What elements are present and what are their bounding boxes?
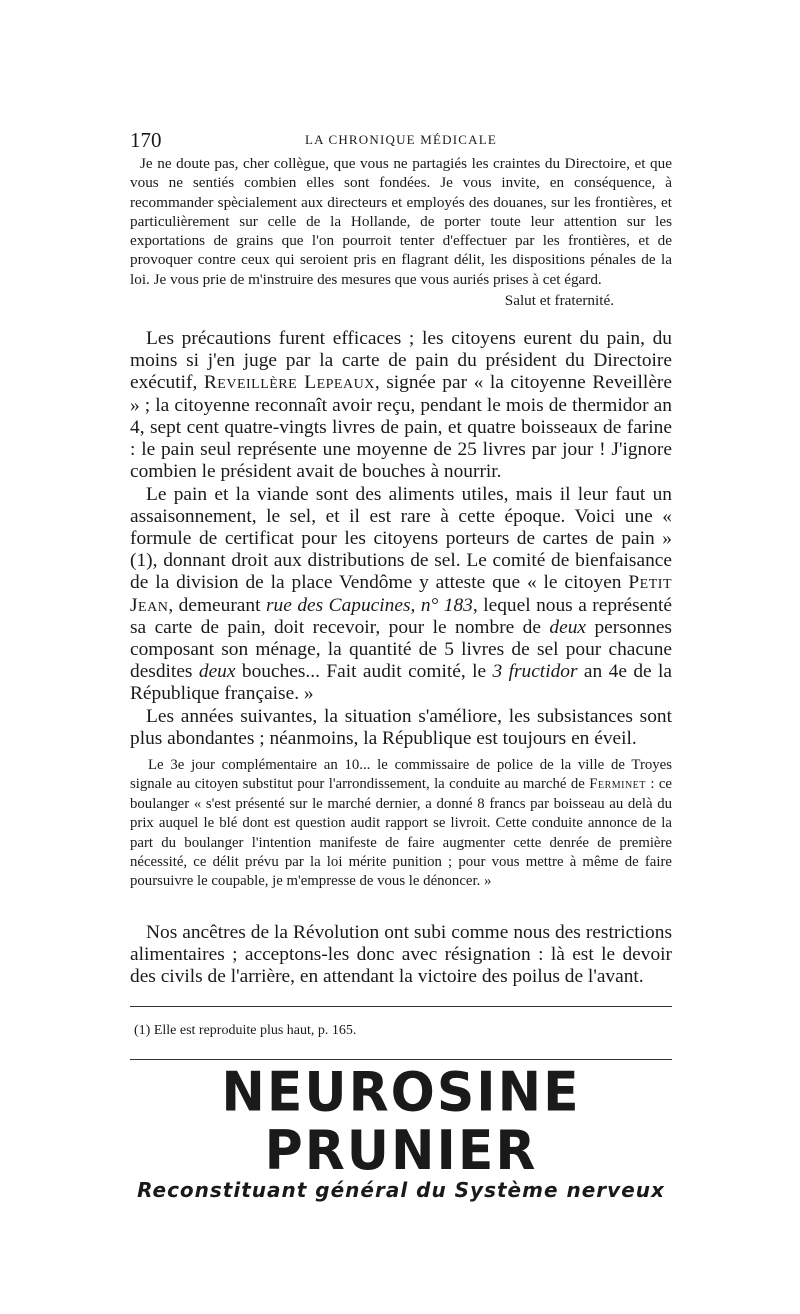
paragraph-following-years: Les années suivantes, la situation s'améliore, les subsistances sont plus abondantes ; néanmoins, la République est toujours en éveil.: [130, 705, 672, 749]
letter-text: Je ne doute pas, cher collègue, que vous ne partagiés les craintes du Directoire, et que vous ne sentiés combien elles sont fondées. Je vous invite, en conséquence, à recommander spècialement aux directeurs et employés des douanes, sur les frontières, et particulièrement sur celle de la Hollande, de porter toute leur attention sur les exportations de grains que l'on pourroit tenter d'effectuer par les frontières, et de provoquer contre ceux qui seroient pris en flagrant délit, les dispositions pénales de la loi. Je vous prie de m'instruire des mesures que vous auriés prises à cet égard.: [130, 155, 672, 288]
document-page: [130, 128, 672, 1202]
advert-subtitle: Reconstituant général du Système nerveux: [137, 1178, 665, 1203]
footnote-rule: [130, 1006, 672, 1007]
advert-title: NEUROSINE PRUNIER: [221, 1061, 581, 1184]
running-title: LA CHRONIQUE MÉDICALE: [304, 132, 498, 147]
letter-signoff: Salut et fraternité.: [504, 292, 614, 310]
paragraph-salt-certificate: Le pain et la viande sont des aliments utiles, mais il leur faut un assaisonnement, le sel, et il est rare à cette époque. Voici une « formule de certificat pour les citoyens porteurs de cartes de pain » (1), donnant droit aux distributions de sel. Le comité de bienfaisance de la division de la place Vendôme y atteste que « le citoyen Petit Jean, demeurant rue des Capucines, n° 183, lequel nous a représenté sa carte de pain, doit recevoir, pour le nombre de deux personnes composant son ménage, la quantité de 5 livres de sel pour chacune desdites deux bouches... Fait audit comité, le 3 fructidor an 4e de la République française. »: [130, 483, 673, 705]
person-name: Reveillère Lepeaux: [203, 372, 375, 394]
person-name: Ferminet: [589, 776, 646, 793]
paragraph-conclusion: Nos ancêtres de la Révolution ont subi comme nous des restrictions alimentaires ; acceptons-les donc avec résignation : là est le devoir des civils de l'arrière, en attendant la victoire des poilus de l'avant.: [130, 921, 672, 988]
paragraph-bread-card: Les précautions furent efficaces ; les citoyens eurent du pain, du moins si j'en juge par la carte de pain du président du Directoire exécutif, Reveillère Lepeaux, signée par « la citoyenne Reveillère » ; la citoyenne reconnaît avoir reçu, pendant le mois de thermidor an 4, sept cent quatre-vingts livres de pain, et quatre boisseaux de farine : le pain seul représente une moyenne de 25 livres par jour ! J'ignore combien le président avait de bouches à nourrir.: [130, 328, 672, 483]
running-head: [130, 128, 672, 154]
page-number: 170: [130, 128, 162, 152]
quoted-report: Le 3e jour complémentaire an 10... le commissaire de police de la ville de Troyes signale au citoyen substitut pour l'arrondissement, la conduite au marché de Ferminet : ce boulanger « s'est présenté sur le marché dernier, a donné 8 francs par boisseau au delà du prix auquel le blé dont est question audit rapport se livroit. Cette conduite annonce de la part du boulanger l'intention manifeste de faire augmenter cette denrée de première nécessité, ce délit prévu par la loi mérite punition ; pour vous mettre à même de faire poursuivre le coupable, je m'empresse de vous le dénoncer. »: [130, 756, 672, 890]
footnote: (1) Elle est reproduite plus haut, p. 165.: [134, 1023, 357, 1039]
person-name: Petit Jean: [130, 572, 672, 616]
